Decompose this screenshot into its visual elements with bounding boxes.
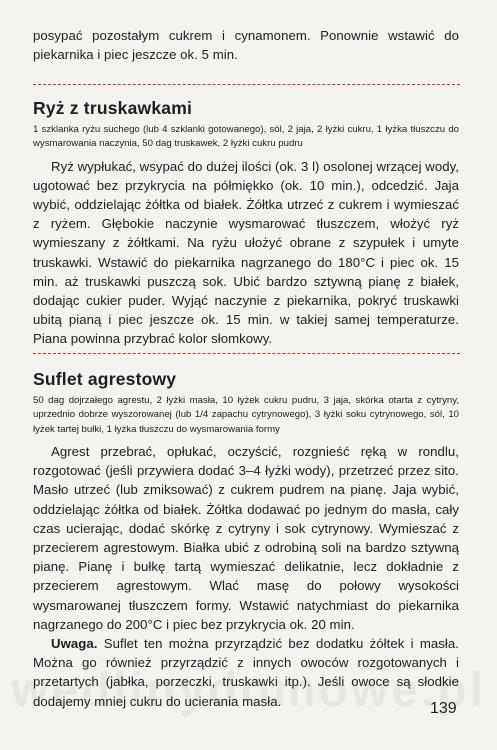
top-paragraph-block (33, 26, 459, 64)
recipe-ryz (33, 97, 459, 349)
page-number: 139 (430, 700, 457, 717)
top-paragraph: posypać pozostałym cukrem i cynamonem. Ponownie wstawić do piekarnika i piec jeszcze ok. 5 min. (33, 28, 459, 63)
recipe-ingredients: 50 dag dojrzałego agrestu, 2 łyżki masła, 10 łyżek cukru pudru, 3 jaja, skórka otarta z cytryny, uprzednio dobrze wyszorowanej (lub 1/4 zapachu cytrynowego), 3 łyżki soku cytrynowego, sól, 10 łyżek tartej bułki, 1 łyżka tłuszczu do wysmarowania formy (33, 395, 459, 435)
recipe-title: Ryż z truskawkami (33, 98, 193, 118)
recipe-method (33, 442, 459, 634)
recipe-title: Suflet agrestowy (33, 369, 177, 389)
recipe-method-text: Agrest przebrać, opłukać, oczyścić, rozgnieść ręką w rondlu, rozgotować (jeśli przywiera dodać 3–4 łyżki wody), przetrzeć przez sito. Masło utrzeć (lub zmiksować) z cukrem pudrem na pianę. Jaja wybić, oddzielając żółtka od białek. Żółtka dodawać po jednym do masła, cały czas ucierając, dodać skórkę z cytryny i sok cytrynowy. Wymieszać z przecierem agrestowym. Białka ubić z odrobiną soli na bardzo sztywną pianę. Pianę i bułkę tartą wymieszać delikatnie, lecz dokładnie z przecierem agrestowym. Wlać masę do połowy wysokości wysmarowanej tłuszczem formy. Wstawić natychmiast do piekarnika nagrzanego do 200°C i piec bez przykrycia ok. 20 min. (33, 443, 459, 632)
section-divider-1 (33, 84, 460, 85)
recipe-method (33, 157, 459, 349)
section-divider-2 (33, 353, 460, 354)
recipe-ingredients: 1 szklanka ryżu suchego (lub 4 szklanki gotowanego), sól, 2 jaja, 2 łyżki cukru, 1 łyżka tłuszczu do wysmarowania naczynia, 50 dag truskawek, 2 łyżki cukru pudru (33, 124, 459, 150)
note-text: Suflet ten można przyrządzić bez dodatku żółtek i masła. Można go również przyrządzić z innych owoców rozgotowanych i przetartych (jabłka, porzeczki, truskawki itp.). Jeśli owoce są słodkie dodajemy mniej cukru do ucierania masła. (33, 635, 459, 709)
note-label: Uwaga. (51, 635, 98, 651)
recipe-method-text: Ryż wypłukać, wsypać do dużej ilości (ok. 3 l) osolonej wrzącej wody, ugotować bez przykrycia na półmiękko (ok. 10 min.), odcedzić. Jaja wybić, oddzielając żółtka od białek. Żółtka utrzeć z cukrem i wymieszać z ryżem. Głębokie naczynie wysmarować tłuszczem, włożyć ryż wymieszany z żółtkami. Na ryżu ułożyć obrane z szypułek i umyte truskawki. Wstawić do piekarnika nagrzanego do 180°C i piec ok. 15 min. aż truskawki puszczą sok. Ubić bardzo sztywną pianę z białek, dodając cukier puder. Wyjąć naczynie z piekarnika, pokryć truskawki ubitą pianą i piec jeszcze ok. 15 min. w takiej samej temperaturze. Piana powinna przybrać kolor słomkowy. (33, 158, 459, 347)
recipe-note (33, 634, 459, 711)
recipe-suflet (33, 368, 459, 711)
